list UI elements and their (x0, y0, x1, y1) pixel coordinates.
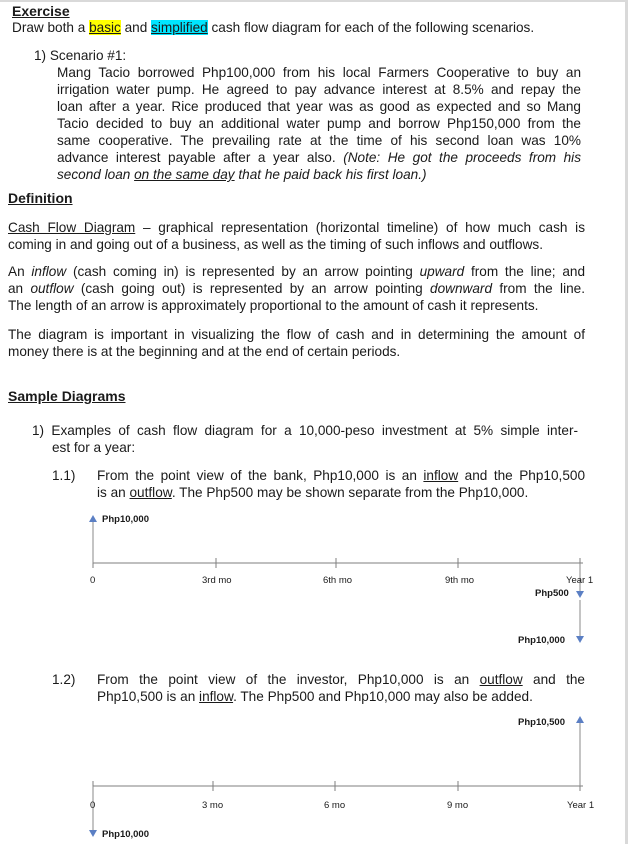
diagram2-tick-label: 6 mo (324, 800, 346, 811)
diagram2-tick-label: 0 (90, 800, 96, 811)
highlight-basic: basic (89, 20, 121, 35)
subitem-text: . The Php500 and Php10,000 may also be added. (233, 689, 533, 704)
diagram1-tick-label: Year 1 (566, 575, 594, 586)
sample-diagrams-heading: Sample Diagrams (8, 388, 126, 404)
subitem-underline: inflow (423, 468, 459, 483)
diagram1-tick-label: 6th mo (323, 575, 353, 586)
scenario-line: same cooperative. The prevailing rate at the time of his second loan was 10% (57, 133, 581, 148)
outflow-arrow (89, 786, 97, 837)
diagram2-tick-label: 9 mo (447, 800, 469, 811)
definition-text: – graphical representation (horizontal timeline) of how much cash is (135, 220, 585, 235)
definition-text: from the line; and (464, 264, 586, 279)
diagram1-outflow-small-label: Php500 (535, 588, 569, 599)
inflow-arrow (576, 716, 584, 786)
diagram1-tick-label: 3rd mo (202, 575, 232, 586)
definition-term: Cash Flow Diagram (8, 220, 136, 235)
definition-term: downward (430, 281, 493, 296)
definition-line: The diagram is important in visualizing the flow of cash and in determining the amount of (8, 327, 585, 342)
subitem-number: 1.2) (52, 672, 76, 687)
subitem-text: From the point view of the bank, Php10,000 is an (97, 468, 417, 483)
definition-line: The length of an arrow is approximately proportional to the amount of cash it represents. (8, 298, 539, 313)
scenario-title: 1) Scenario #1: (34, 48, 127, 63)
definition-line: coming in and going out of a business, as well as the timing of such inflows and outflows. (8, 237, 543, 252)
definition-text: (cash going out) is represented by an arrow pointing (73, 281, 431, 296)
definition-term: inflow (31, 264, 67, 279)
definition-line: money there is at the beginning and at the end of certain periods. (8, 344, 401, 359)
definition-text: (cash coming in) is represented by an arrow pointing (66, 264, 420, 279)
subitem-text: Php10,500 is an (97, 689, 196, 704)
diagram1-tick-label: 9th mo (445, 575, 475, 586)
subitem-number: 1.1) (52, 468, 76, 483)
definition-text: An (8, 264, 32, 279)
outflow-arrow-large (576, 600, 584, 643)
inflow-arrow (89, 515, 97, 563)
definition-text: an (8, 281, 31, 296)
instruction-text: Draw both a (12, 20, 90, 35)
diagram2-inflow-label: Php10,500 (518, 717, 565, 728)
subitem-underline: inflow (199, 689, 234, 704)
subitem-text: and the Php10,500 (464, 468, 585, 483)
scenario-line: Tacio decided to buy an additional water pump and borrow Php150,000 from the (57, 116, 581, 131)
scenario-text: advance interest payable after a year also. (57, 150, 344, 165)
scenario-note-underline: on the same day (134, 167, 235, 182)
diagram1-inflow-label: Php10,000 (102, 514, 149, 525)
scenario-line: irrigation water pump. He agreed to pay advance interest at 8.5% and repay the (57, 82, 581, 97)
subitem-text: and the (533, 672, 585, 687)
definition-term: outflow (30, 281, 74, 296)
sample-line: 1) Examples of cash flow diagram for a 10,000-peso investment at 5% simple inter- (32, 423, 578, 438)
sample-line: est for a year: (52, 440, 136, 455)
definition-text: from the line. (492, 281, 585, 296)
diagram2-tick-label: Year 1 (567, 800, 595, 811)
cash-flow-diagram-2 (89, 716, 584, 837)
definition-heading: Definition (8, 190, 73, 206)
scenario-line: Mang Tacio borrowed Php100,000 from his local Farmers Cooperative to buy an (57, 65, 581, 80)
scenario-note: (Note: He got the proceeds from his (343, 150, 582, 165)
instruction-text: cash flow diagram for each of the following scenarios. (207, 20, 535, 35)
scenario-note: second loan (57, 167, 135, 182)
definition-term: upward (419, 264, 465, 279)
diagram1-tick-label: 0 (90, 575, 96, 586)
exercise-heading: Exercise (12, 3, 70, 19)
highlight-simplified: simplified (151, 20, 208, 35)
subitem-text: . The Php500 may be shown separate from the Php10,000. (171, 485, 529, 500)
scenario-line: loan after a year. Rice produced that year was as good as expected and so Mang (57, 99, 581, 114)
diagram2-tick-label: 3 mo (202, 800, 224, 811)
subitem-underline: outflow (479, 672, 523, 687)
diagram2-outflow-label: Php10,000 (102, 829, 149, 840)
instruction-text: and (120, 20, 152, 35)
subitem-text: From the point view of the investor, Php10,000 is an (97, 672, 470, 687)
diagram1-outflow-large-label: Php10,000 (518, 635, 565, 646)
scenario-note: that he paid back his first loan.) (234, 167, 427, 182)
subitem-text: is an (97, 485, 126, 500)
subitem-underline: outflow (129, 485, 172, 500)
